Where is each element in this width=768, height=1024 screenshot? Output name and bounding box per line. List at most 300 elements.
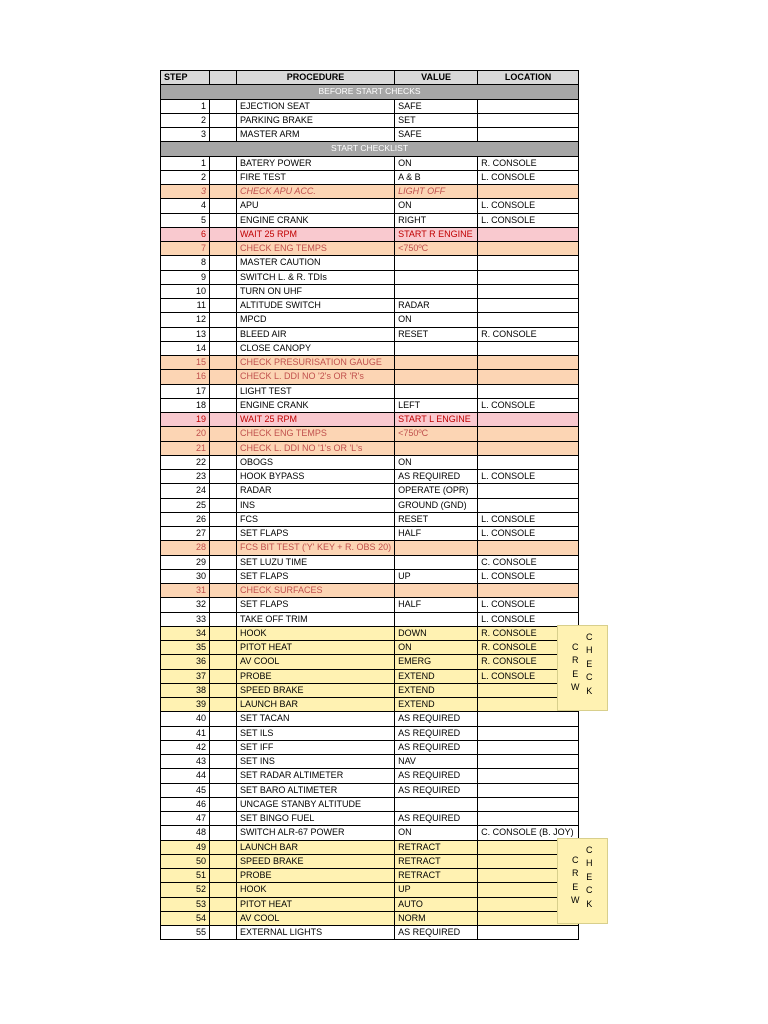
value-cell: ON: [395, 156, 478, 170]
blank-cell: [210, 156, 237, 170]
location-cell: L. CONSOLE: [478, 470, 579, 484]
blank-cell: [210, 883, 237, 897]
table-row: [161, 626, 579, 640]
value-cell: START L ENGINE: [395, 413, 478, 427]
table-row: [161, 470, 579, 484]
step-cell: 40: [161, 712, 210, 726]
value-cell: [395, 270, 478, 284]
procedure-cell: SET TACAN: [237, 712, 395, 726]
blank-cell: [210, 812, 237, 826]
table-row: [161, 156, 579, 170]
blank-cell: [210, 413, 237, 427]
blank-cell: [210, 755, 237, 769]
step-cell: 47: [161, 812, 210, 826]
crew-letter: R: [572, 655, 579, 666]
location-cell: L. CONSOLE: [478, 512, 579, 526]
table-row: [161, 797, 579, 811]
crew-check-box-1: [557, 625, 608, 711]
step-cell: 29: [161, 555, 210, 569]
step-cell: 30: [161, 569, 210, 583]
step-cell: 9: [161, 270, 210, 284]
blank-cell: [210, 854, 237, 868]
value-cell: LEFT: [395, 398, 478, 412]
blank-cell: [210, 698, 237, 712]
procedure-cell: SET BARO ALTIMETER: [237, 783, 395, 797]
step-cell: 28: [161, 541, 210, 555]
value-cell: [395, 341, 478, 355]
location-cell: [478, 113, 579, 127]
blank-cell: [210, 113, 237, 127]
table-row: [161, 541, 579, 555]
procedure-cell: SET IFF: [237, 740, 395, 754]
value-cell: SAFE: [395, 99, 478, 113]
table-row: [161, 341, 579, 355]
step-cell: 23: [161, 470, 210, 484]
step-cell: 45: [161, 783, 210, 797]
location-cell: [478, 313, 579, 327]
step-cell: 48: [161, 826, 210, 840]
table-row: [161, 213, 579, 227]
value-cell: A & B: [395, 170, 478, 184]
procedure-cell: BLEED AIR: [237, 327, 395, 341]
step-cell: 52: [161, 883, 210, 897]
step-cell: 53: [161, 897, 210, 911]
table-row: [161, 869, 579, 883]
value-cell: SET: [395, 113, 478, 127]
table-row: [161, 527, 579, 541]
step-cell: 54: [161, 911, 210, 925]
table-row: [161, 199, 579, 213]
step-cell: 2: [161, 113, 210, 127]
blank-cell: [210, 712, 237, 726]
step-cell: 1: [161, 156, 210, 170]
blank-cell: [210, 398, 237, 412]
procedure-cell: SET FLAPS: [237, 527, 395, 541]
procedure-cell: OBOGS: [237, 455, 395, 469]
value-cell: EXTEND: [395, 683, 478, 697]
location-cell: L. CONSOLE: [478, 569, 579, 583]
table-row: [161, 455, 579, 469]
location-cell: L. CONSOLE: [478, 199, 579, 213]
procedure-cell: ALTITUDE SWITCH: [237, 299, 395, 313]
blank-cell: [210, 470, 237, 484]
value-cell: RETRACT: [395, 854, 478, 868]
value-cell: [395, 370, 478, 384]
blank-cell: [210, 384, 237, 398]
blank-cell: [210, 541, 237, 555]
step-cell: 3: [161, 128, 210, 142]
table-row: [161, 427, 579, 441]
blank-cell: [210, 341, 237, 355]
blank-cell: [210, 128, 237, 142]
table-row: [161, 669, 579, 683]
location-cell: [478, 128, 579, 142]
procedure-cell: MPCD: [237, 313, 395, 327]
step-cell: 37: [161, 669, 210, 683]
step-cell: 55: [161, 926, 210, 940]
value-cell: AUTO: [395, 897, 478, 911]
step-cell: 6: [161, 227, 210, 241]
step-cell: 7: [161, 242, 210, 256]
procedure-cell: AV COOL: [237, 655, 395, 669]
check-letter: C: [586, 632, 593, 642]
blank-cell: [210, 356, 237, 370]
header-procedure: PROCEDURE: [237, 71, 395, 85]
location-cell: [478, 356, 579, 370]
header-location: LOCATION: [478, 71, 579, 85]
value-cell: AS REQUIRED: [395, 470, 478, 484]
blank-cell: [210, 484, 237, 498]
blank-cell: [210, 655, 237, 669]
location-cell: [478, 712, 579, 726]
blank-cell: [210, 897, 237, 911]
value-cell: RETRACT: [395, 869, 478, 883]
step-cell: 2: [161, 170, 210, 184]
procedure-cell: BATERY POWER: [237, 156, 395, 170]
procedure-cell: SWITCH L. & R. TDIs: [237, 270, 395, 284]
procedure-cell: FIRE TEST: [237, 170, 395, 184]
location-cell: [478, 256, 579, 270]
location-cell: [478, 370, 579, 384]
value-cell: ON: [395, 455, 478, 469]
location-cell: L. CONSOLE: [478, 170, 579, 184]
value-cell: AS REQUIRED: [395, 712, 478, 726]
value-cell: AS REQUIRED: [395, 769, 478, 783]
value-cell: GROUND (GND): [395, 498, 478, 512]
value-cell: EXTEND: [395, 698, 478, 712]
location-cell: [478, 541, 579, 555]
blank-cell: [210, 455, 237, 469]
blank-cell: [210, 740, 237, 754]
table-row: [161, 284, 579, 298]
step-cell: 36: [161, 655, 210, 669]
blank-cell: [210, 170, 237, 184]
step-cell: 14: [161, 341, 210, 355]
check-letter: K: [586, 685, 593, 696]
crew-check-box-2: [557, 838, 608, 924]
location-cell: R. CONSOLE: [478, 626, 579, 640]
procedure-cell: CHECK L. DDI NO '2's OR 'R's: [237, 370, 395, 384]
value-cell: ON: [395, 641, 478, 655]
step-cell: 1: [161, 99, 210, 113]
step-cell: 44: [161, 769, 210, 783]
header-step: STEP: [161, 71, 210, 85]
check-label: [586, 844, 593, 911]
location-cell: C. CONSOLE (B. JOY): [478, 826, 579, 840]
blank-cell: [210, 498, 237, 512]
blank-cell: [210, 199, 237, 213]
blank-cell: [210, 270, 237, 284]
procedure-cell: SPEED BRAKE: [237, 854, 395, 868]
procedure-cell: INS: [237, 498, 395, 512]
table-row: [161, 484, 579, 498]
blank-cell: [210, 327, 237, 341]
table-row: [161, 911, 579, 925]
location-cell: [478, 726, 579, 740]
table-row: [161, 498, 579, 512]
blank-cell: [210, 612, 237, 626]
location-cell: R. CONSOLE: [478, 327, 579, 341]
header-blank: [210, 71, 237, 85]
location-cell: [478, 484, 579, 498]
step-cell: 22: [161, 455, 210, 469]
procedure-cell: MASTER ARM: [237, 128, 395, 142]
blank-cell: [210, 826, 237, 840]
blank-cell: [210, 840, 237, 854]
blank-cell: [210, 584, 237, 598]
step-cell: 4: [161, 199, 210, 213]
step-cell: 50: [161, 854, 210, 868]
table-row: [161, 441, 579, 455]
procedure-cell: PARKING BRAKE: [237, 113, 395, 127]
location-cell: [478, 755, 579, 769]
step-cell: 20: [161, 427, 210, 441]
table-row: [161, 569, 579, 583]
value-cell: [395, 356, 478, 370]
table-row: [161, 413, 579, 427]
section-header: [161, 142, 579, 156]
step-cell: 51: [161, 869, 210, 883]
step-cell: 41: [161, 726, 210, 740]
location-cell: [478, 584, 579, 598]
value-cell: RIGHT: [395, 213, 478, 227]
location-cell: [478, 769, 579, 783]
step-cell: 27: [161, 527, 210, 541]
procedure-cell: CHECK APU ACC.: [237, 185, 395, 199]
location-cell: C. CONSOLE: [478, 555, 579, 569]
blank-cell: [210, 869, 237, 883]
location-cell: [478, 185, 579, 199]
check-letter: E: [586, 871, 593, 882]
table-row: [161, 370, 579, 384]
table-row: [161, 270, 579, 284]
value-cell: SAFE: [395, 128, 478, 142]
value-cell: RESET: [395, 512, 478, 526]
step-cell: 39: [161, 698, 210, 712]
location-cell: [478, 227, 579, 241]
table-row: [161, 598, 579, 612]
value-cell: [395, 256, 478, 270]
table-row: [161, 883, 579, 897]
table-row: [161, 227, 579, 241]
location-cell: [478, 284, 579, 298]
value-cell: EXTEND: [395, 669, 478, 683]
procedure-cell: PROBE: [237, 869, 395, 883]
blank-cell: [210, 527, 237, 541]
table-row: [161, 113, 579, 127]
procedure-cell: SET LUZU TIME: [237, 555, 395, 569]
blank-cell: [210, 99, 237, 113]
blank-cell: [210, 185, 237, 199]
value-cell: UP: [395, 883, 478, 897]
location-cell: [478, 384, 579, 398]
location-cell: [478, 99, 579, 113]
value-cell: AS REQUIRED: [395, 740, 478, 754]
procedure-cell: SET ILS: [237, 726, 395, 740]
blank-cell: [210, 911, 237, 925]
step-cell: 12: [161, 313, 210, 327]
table-row: [161, 242, 579, 256]
location-cell: [478, 299, 579, 313]
step-cell: 11: [161, 299, 210, 313]
procedure-cell: SPEED BRAKE: [237, 683, 395, 697]
value-cell: RESET: [395, 327, 478, 341]
procedure-cell: RADAR: [237, 484, 395, 498]
step-cell: 5: [161, 213, 210, 227]
value-cell: HALF: [395, 527, 478, 541]
procedure-cell: TURN ON UHF: [237, 284, 395, 298]
check-letter: E: [586, 658, 593, 669]
location-cell: [478, 812, 579, 826]
location-cell: L. CONSOLE: [478, 527, 579, 541]
blank-cell: [210, 555, 237, 569]
value-cell: <750ºC: [395, 427, 478, 441]
crew-letter: E: [572, 668, 579, 679]
value-cell: NAV: [395, 755, 478, 769]
procedure-cell: EXTERNAL LIGHTS: [237, 926, 395, 940]
section-header: [161, 85, 579, 99]
value-cell: UP: [395, 569, 478, 583]
blank-cell: [210, 683, 237, 697]
value-cell: [395, 797, 478, 811]
table-row: [161, 812, 579, 826]
procedure-cell: MASTER CAUTION: [237, 256, 395, 270]
check-letter: C: [586, 885, 593, 896]
value-cell: [395, 541, 478, 555]
header-row: [161, 71, 579, 85]
location-cell: L. CONSOLE: [478, 598, 579, 612]
crew-letter: R: [572, 868, 579, 879]
crew-label: [571, 641, 580, 695]
step-cell: 10: [161, 284, 210, 298]
step-cell: 49: [161, 840, 210, 854]
procedure-cell: CHECK L. DDI NO '1's OR 'L's: [237, 441, 395, 455]
blank-cell: [210, 769, 237, 783]
blank-cell: [210, 598, 237, 612]
step-cell: 34: [161, 626, 210, 640]
table-row: [161, 712, 579, 726]
blank-cell: [210, 227, 237, 241]
value-cell: [395, 384, 478, 398]
value-cell: AS REQUIRED: [395, 726, 478, 740]
procedure-cell: LAUNCH BAR: [237, 698, 395, 712]
blank-cell: [210, 441, 237, 455]
procedure-cell: HOOK: [237, 883, 395, 897]
value-cell: [395, 555, 478, 569]
blank-cell: [210, 427, 237, 441]
table-row: [161, 327, 579, 341]
check-letter: C: [586, 845, 593, 855]
check-label: [586, 631, 593, 698]
location-cell: [478, 413, 579, 427]
table-row: [161, 99, 579, 113]
location-cell: [478, 341, 579, 355]
step-cell: 17: [161, 384, 210, 398]
procedure-cell: CHECK ENG TEMPS: [237, 242, 395, 256]
table-row: [161, 612, 579, 626]
table-row: [161, 128, 579, 142]
procedure-cell: CHECK ENG TEMPS: [237, 427, 395, 441]
procedure-cell: WAIT 25 RPM: [237, 227, 395, 241]
crew-letter: C: [572, 855, 579, 865]
value-cell: [395, 284, 478, 298]
step-cell: 38: [161, 683, 210, 697]
procedure-cell: SET RADAR ALTIMETER: [237, 769, 395, 783]
table-row: [161, 897, 579, 911]
location-cell: R. CONSOLE: [478, 156, 579, 170]
table-row: [161, 641, 579, 655]
table-row: [161, 783, 579, 797]
location-cell: [478, 926, 579, 940]
table-row: [161, 826, 579, 840]
table-row: [161, 740, 579, 754]
step-cell: 3: [161, 185, 210, 199]
procedure-cell: FCS: [237, 512, 395, 526]
procedure-cell: TAKE OFF TRIM: [237, 612, 395, 626]
procedure-cell: LIGHT TEST: [237, 384, 395, 398]
location-cell: L. CONSOLE: [478, 213, 579, 227]
value-cell: <750ºC: [395, 242, 478, 256]
table-row: [161, 256, 579, 270]
location-cell: [478, 498, 579, 512]
step-cell: 46: [161, 797, 210, 811]
step-cell: 42: [161, 740, 210, 754]
table-row: [161, 299, 579, 313]
table-row: [161, 185, 579, 199]
procedure-cell: SET INS: [237, 755, 395, 769]
table-row: [161, 512, 579, 526]
table-row: [161, 726, 579, 740]
value-cell: [395, 441, 478, 455]
check-letter: H: [586, 858, 593, 869]
procedure-cell: UNCAGE STANBY ALTITUDE: [237, 797, 395, 811]
procedure-cell: HOOK: [237, 626, 395, 640]
value-cell: [395, 584, 478, 598]
check-letter: K: [586, 898, 593, 909]
step-cell: 21: [161, 441, 210, 455]
location-cell: R. CONSOLE: [478, 655, 579, 669]
step-cell: 31: [161, 584, 210, 598]
value-cell: OPERATE (OPR): [395, 484, 478, 498]
step-cell: 13: [161, 327, 210, 341]
checklist-table: [160, 70, 579, 940]
procedure-cell: PITOT HEAT: [237, 897, 395, 911]
check-letter: H: [586, 645, 593, 656]
table-row: [161, 769, 579, 783]
table-row: [161, 555, 579, 569]
procedure-cell: APU: [237, 199, 395, 213]
blank-cell: [210, 626, 237, 640]
table-row: [161, 698, 579, 712]
blank-cell: [210, 213, 237, 227]
blank-cell: [210, 512, 237, 526]
blank-cell: [210, 242, 237, 256]
header-value: VALUE: [395, 71, 478, 85]
procedure-cell: CLOSE CANOPY: [237, 341, 395, 355]
table-row: [161, 683, 579, 697]
table-row: [161, 840, 579, 854]
procedure-cell: SET BINGO FUEL: [237, 812, 395, 826]
value-cell: NORM: [395, 911, 478, 925]
location-cell: L. CONSOLE: [478, 669, 579, 683]
procedure-cell: HOOK BYPASS: [237, 470, 395, 484]
step-cell: 15: [161, 356, 210, 370]
location-cell: [478, 441, 579, 455]
blank-cell: [210, 797, 237, 811]
blank-cell: [210, 669, 237, 683]
step-cell: 43: [161, 755, 210, 769]
crew-label: [571, 854, 580, 908]
